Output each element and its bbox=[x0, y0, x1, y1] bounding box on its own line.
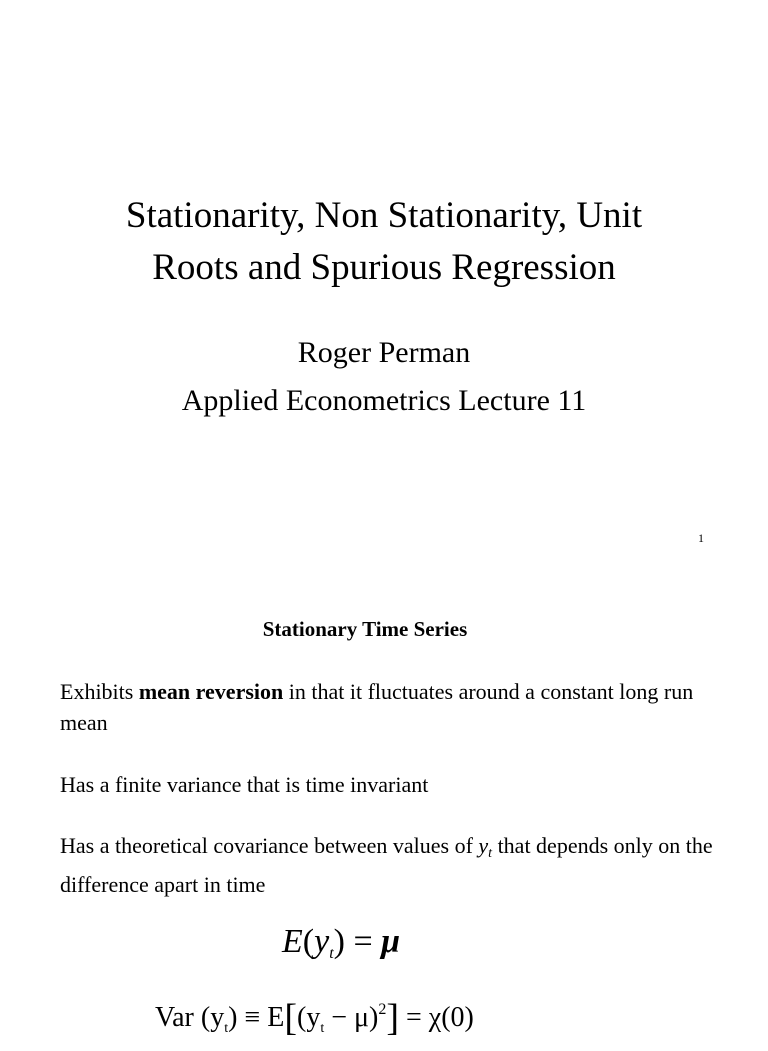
eq2-func: Var bbox=[155, 1002, 194, 1033]
eq2-var: y bbox=[210, 1002, 225, 1033]
eq1-var: y bbox=[314, 923, 330, 960]
p1-suffix: in that it fluctuates around a constant long run mean bbox=[60, 679, 694, 735]
eq1-func: E bbox=[282, 923, 303, 960]
p1-prefix: Exhibits bbox=[60, 679, 139, 704]
eq1-sub: t bbox=[329, 945, 334, 962]
p3-suffix: that depends only on the difference apart in time bbox=[60, 833, 713, 897]
eq2-expect: E bbox=[267, 1002, 285, 1033]
section-heading: Stationary Time Series bbox=[262, 617, 468, 641]
slide-title bbox=[0, 190, 768, 294]
p3-sub: t bbox=[488, 846, 493, 861]
eq1-equals: = bbox=[344, 923, 382, 960]
eq2-rhs: χ(0) bbox=[428, 1002, 474, 1033]
eq2-equals: = bbox=[399, 1002, 429, 1033]
paragraph-finite-variance: Has a finite variance that is time invariant bbox=[60, 772, 429, 797]
eq2-minus-mu: − μ) bbox=[324, 1002, 379, 1033]
paragraph-mean-reversion bbox=[60, 676, 730, 738]
eq1-close: ) bbox=[333, 923, 345, 960]
eq1-open: ( bbox=[302, 923, 315, 960]
eq2-inner-sub: t bbox=[320, 1021, 325, 1036]
slide-2 bbox=[0, 568, 768, 1039]
course-name: Applied Econometrics Lecture 11 bbox=[181, 384, 587, 417]
p3-prefix: Has a theoretical covariance between values of bbox=[60, 833, 479, 858]
eq2-inner-var: y bbox=[306, 1002, 321, 1033]
page-number: 1 bbox=[698, 531, 704, 545]
p3-var: y bbox=[478, 833, 489, 858]
eq1-rhs: μ bbox=[381, 923, 401, 960]
p1-bold-term: mean reversion bbox=[138, 679, 284, 704]
paragraph-covariance bbox=[60, 830, 730, 900]
eq2-bracket-open: [ bbox=[284, 997, 297, 1039]
eq2-sub: t bbox=[224, 1021, 229, 1036]
title-line-1: Stationarity, Non Stationarity, Unit bbox=[125, 195, 643, 236]
author-name: Roger Perman bbox=[297, 336, 471, 369]
eq2-equiv: ≡ bbox=[237, 1002, 268, 1033]
equation-variance bbox=[155, 988, 474, 1051]
eq2-bracket-close: ] bbox=[386, 997, 399, 1039]
title-line-2: Roots and Spurious Regression bbox=[152, 247, 616, 288]
equation-mean bbox=[282, 920, 400, 976]
eq2-inner-open: ( bbox=[296, 1002, 307, 1033]
eq2-arg-open: ( bbox=[193, 1002, 211, 1033]
eq2-power: 2 bbox=[378, 1001, 387, 1018]
eq2-arg-close: ) bbox=[228, 1002, 238, 1033]
